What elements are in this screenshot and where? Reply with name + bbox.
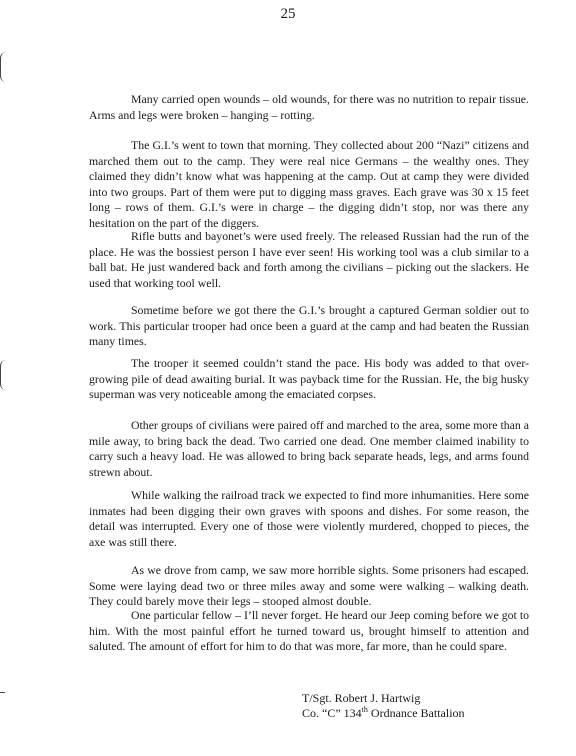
signature-name: T/Sgt. Robert J. Hartwig — [302, 691, 421, 705]
binding-mark — [0, 360, 7, 390]
paragraph-drove-from-camp: As we drove from camp, we saw more horrible sights. Some prisoners had escaped. Some were laying dead two or three miles away and some were walking – walking death. They could barely move their legs – stooped almost double. — [89, 563, 529, 608]
signature-unit — [302, 706, 465, 721]
signature-unit-prefix: Co. “C” 134 — [302, 706, 362, 720]
paragraph-railroad: While walking the railroad track we expected to find more inhumanities. Here some inmates had been digging their own graves with spoons and dishes. For some reason, the detail was interrupted. Every one of those were violently murdered, chopped to pieces, the axe was still there. — [89, 488, 529, 549]
binding-mark — [0, 52, 7, 82]
paragraph-civilian-groups: Other groups of civilians were paired off and marched to the area, some more than a mile away, to bring back the dead. Two carried one dead. One member claimed inability to carry such a heavy load. He was allowed to bring back separate heads, legs, and arms found strewn about. — [89, 418, 529, 479]
paragraph-particular-fellow: One particular fellow – I’ll never forget. He heard our Jeep coming before we got to him. With the most painful effort he turned toward us, brought himself to attention and saluted. The amount of effort for him to do that was more, far more, than he could spare. — [89, 608, 529, 653]
margin-tick — [0, 692, 5, 693]
paragraph-rifle-butts: Rifle butts and bayonet’s were used freely. The released Russian had the run of the place. He was the bossiest person I have ever seen! His working tool was a club similar to a ball bat. He just wandered back and forth among the civilians – picking out the slackers. He used that working tool well. — [89, 229, 529, 290]
signature-block — [302, 691, 465, 721]
paragraph-wounds: Many carried open wounds – old wounds, for there was no nutrition to repair tissue. Arms and legs were broken – hanging – rotting. — [89, 92, 529, 122]
paragraph-german-soldier: Sometime before we got there the G.I.’s brought a captured German soldier out to work. This particular trooper had once been a guard at the camp and had beaten the Russian many times. — [89, 303, 529, 348]
paragraph-trooper: The trooper it seemed couldn’t stand the pace. His body was added to that over-growing pile of dead awaiting burial. It was payback time for the Russian. He, the big husky superman was very noticeable among the emaciated corpses. — [89, 356, 529, 401]
signature-unit-superscript: th — [361, 705, 368, 714]
signature-unit-suffix: Ordnance Battalion — [367, 706, 465, 720]
page-number: 25 — [280, 6, 296, 22]
paragraph-citizens: The G.I.’s went to town that morning. They collected about 200 “Nazi” citizens and marched them out to the camp. They were real nice Germans – the wealthy ones. They claimed they didn’t know what was happening at the camp. Out at camp they were divided into two groups. Part of them were put to digging mass graves. Each grave was 30 x 15 feet long – rows of them. G.I.’s were in charge – the digging didn’t stop, nor was there any hesitation on the part of the diggers. — [89, 138, 529, 230]
